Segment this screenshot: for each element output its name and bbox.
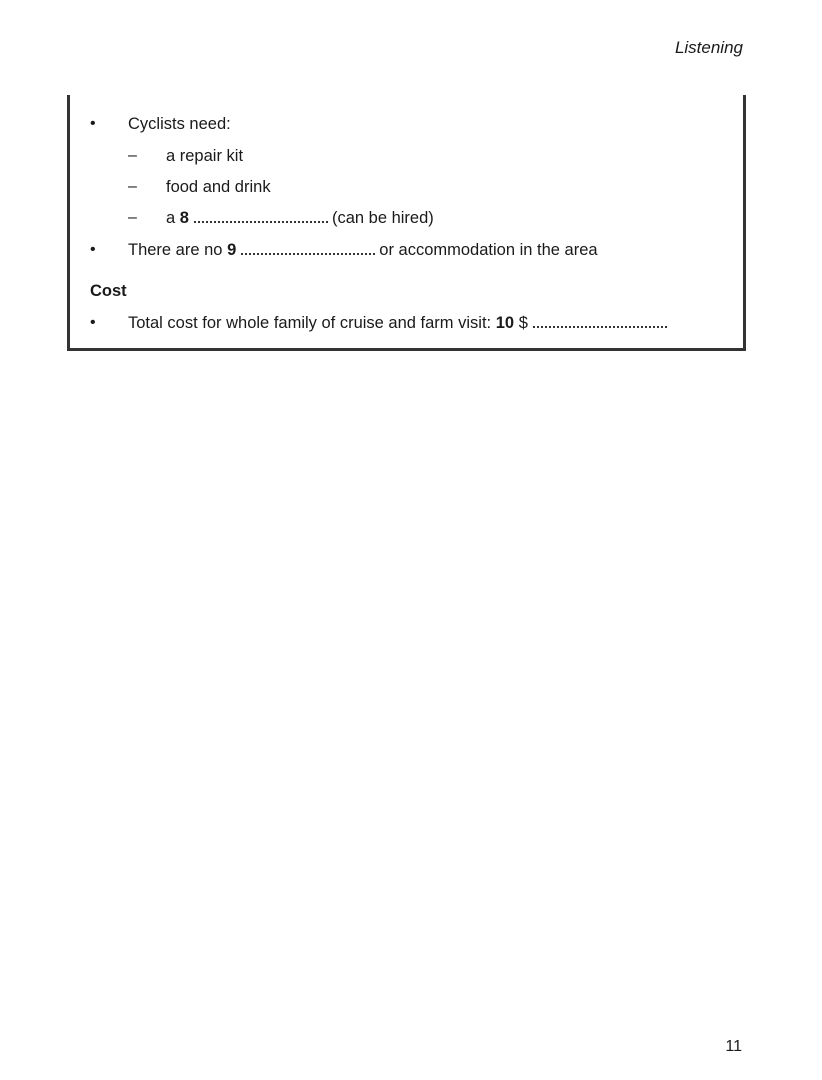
cyclists-label: Cyclists need: <box>128 115 231 133</box>
notes-box <box>67 95 746 351</box>
bullet-cyclists: • <box>90 115 96 132</box>
answer-blank-8[interactable] <box>194 219 328 223</box>
q10-number: 10 <box>495 314 515 332</box>
question-10-line <box>128 313 671 333</box>
q10-prefix: Total cost for whole family of cruise and farm visit: <box>128 314 492 332</box>
q8-suffix: (can be hired) <box>331 209 434 227</box>
question-8-line <box>166 208 434 228</box>
bullet-q9: • <box>90 241 96 258</box>
q9-prefix: There are no <box>128 241 223 259</box>
question-9-line <box>128 240 598 260</box>
item-food-drink: food and drink <box>166 178 271 196</box>
dash-q8: – <box>128 209 137 226</box>
q8-number: 8 <box>179 209 189 227</box>
item-repair-kit: a repair kit <box>166 147 244 165</box>
section-label: Listening <box>674 38 743 57</box>
answer-blank-10[interactable] <box>533 324 667 328</box>
answer-blank-9[interactable] <box>241 251 375 255</box>
cost-heading: Cost <box>90 282 127 300</box>
q9-number: 9 <box>227 241 237 259</box>
bullet-q10: • <box>90 314 96 331</box>
dash-food-drink: – <box>128 178 137 195</box>
page-number: 11 <box>725 1038 742 1055</box>
q10-currency: $ <box>518 314 528 332</box>
q8-prefix: a <box>166 209 176 227</box>
dash-repair-kit: – <box>128 147 137 164</box>
q9-suffix: or accommodation in the area <box>379 241 598 259</box>
